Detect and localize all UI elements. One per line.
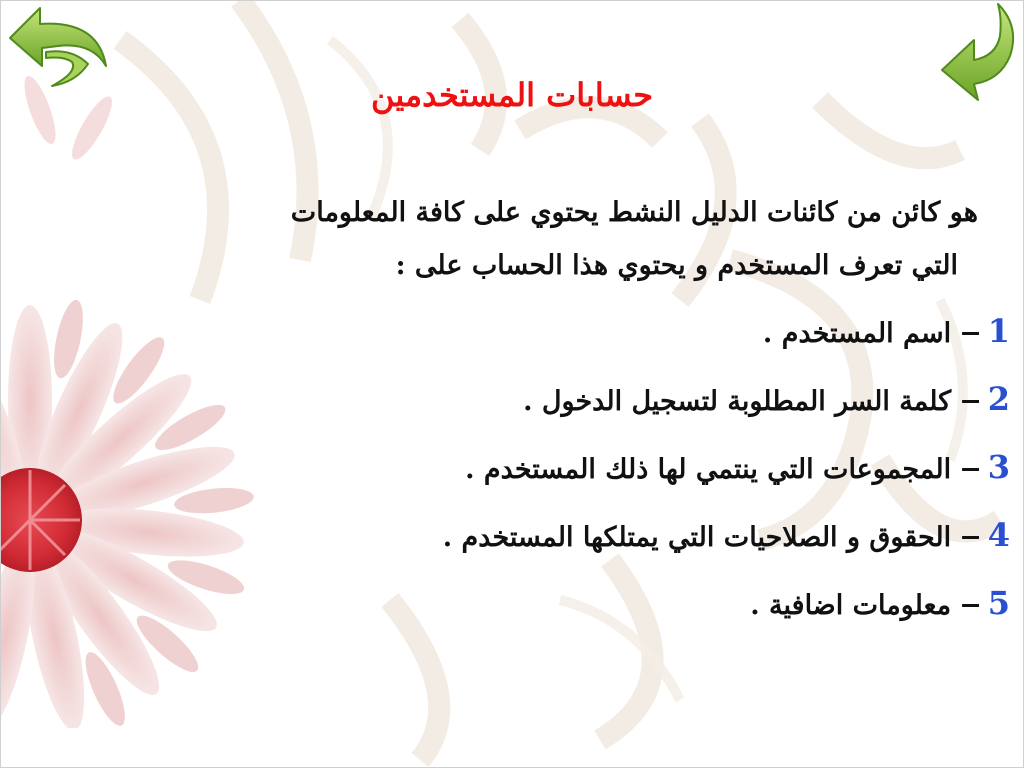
item-dash: − [959, 454, 982, 485]
bottom-left-patch [0, 728, 200, 768]
list-item [40, 304, 1010, 372]
item-text: الحقوق و الصلاحيات التي يمتلكها المستخدم . [442, 522, 952, 553]
item-text: اسم المستخدم . [762, 318, 952, 349]
intro-line-2: التي تعرف المستخدم و يحتوي هذا الحساب على : [395, 250, 958, 281]
item-number: 2 [987, 380, 1010, 418]
intro-paragraph [40, 186, 978, 292]
item-number: 3 [987, 448, 1010, 486]
list-item [40, 440, 1010, 508]
list-item [40, 508, 1010, 576]
item-dash: − [959, 318, 982, 349]
item-dash: − [959, 590, 982, 621]
item-text: المجموعات التي ينتمي لها ذلك المستخدم . [465, 454, 952, 485]
slide-title: حسابات المستخدمين [371, 76, 653, 114]
intro-line-1: هو كائن من كائنات الدليل النشط يحتوي على كافة المعلومات [290, 197, 978, 228]
item-number: 1 [987, 312, 1010, 350]
item-text: كلمة السر المطلوبة لتسجيل الدخول . [523, 386, 952, 417]
list-item [40, 372, 1010, 440]
item-dash: − [959, 386, 982, 417]
numbered-list [40, 304, 1010, 644]
item-number: 5 [987, 584, 1010, 622]
item-number: 4 [987, 516, 1010, 554]
list-item [40, 576, 1010, 644]
item-dash: − [959, 522, 982, 553]
item-text: معلومات اضافية . [750, 590, 952, 621]
